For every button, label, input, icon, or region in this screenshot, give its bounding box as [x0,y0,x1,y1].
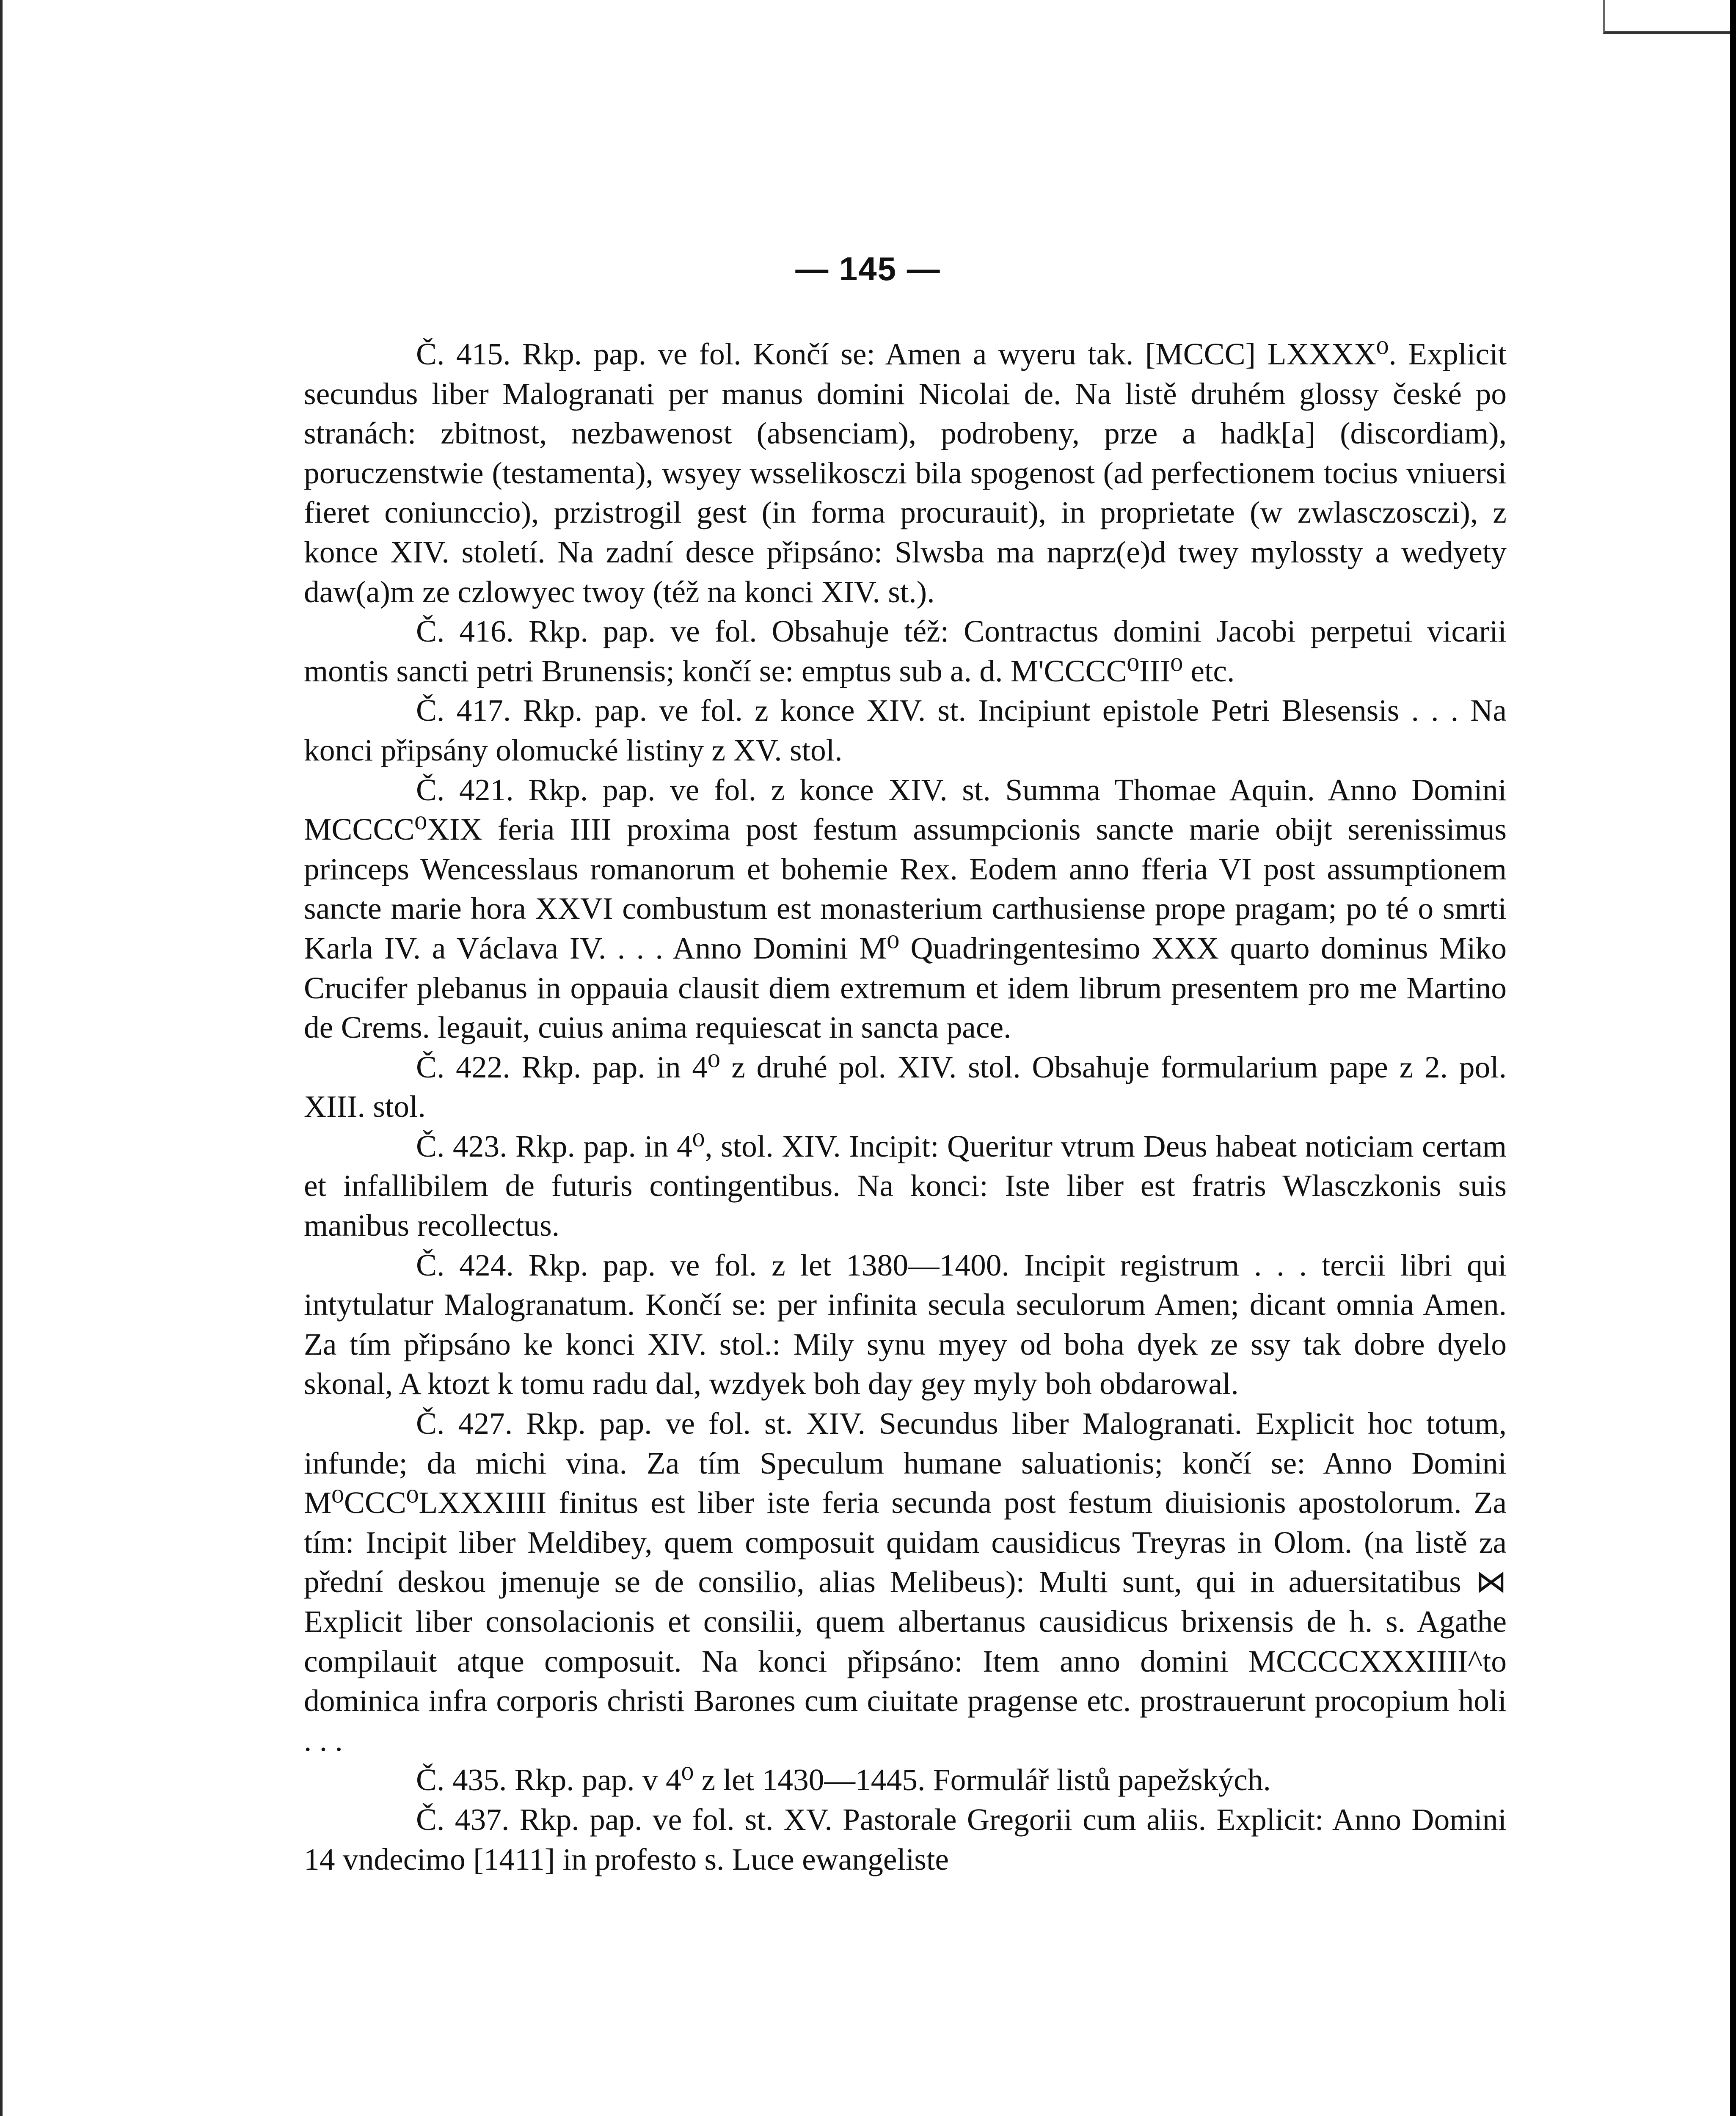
entry-435: Č. 435. Rkp. pap. v 4⁰ z let 1430—1445. Formulář listů papežských. [416,1763,1271,1797]
catalog-text [304,334,1507,1879]
entry-422: Č. 422. Rkp. pap. in 4⁰ z druhé pol. XIV. stol. Obsahuje formularium pape z 2. pol. XIII. stol. [304,1050,1507,1124]
entry-427: Č. 427. Rkp. pap. ve fol. st. XIV. Secundus liber Malogranati. Explicit hoc totum, infunde; da michi vina. Za tím Speculum humane saluationis; končí se: Anno Domini M⁰CCC⁰LXXXIIII finitus est liber iste feria secunda post festum diuisionis apostolorum. Za tím: Incipit liber Meldibey, quem composuit quidam causidicus Treyras in Olom. (na listě za přední deskou jmenuje se de consilio, alias Melibeus): Multi sunt, qui in aduersitatibus ⋈ Explicit liber consolacionis et consilii, quem albertanus causidicus brixensis de h. s. Agathe compilauit atque composuit. Na konci připsáno: Item anno domini MCCCCXXXIIII^to dominica infra corporis christi Barones cum ciuitate pragense etc. prostrauerunt procopium holi . . . [304,1406,1507,1758]
entry-417: Č. 417. Rkp. pap. ve fol. z konce XIV. st. Incipiunt epistole Petri Blesensis . . . Na konci připsány olomucké listiny z XV. stol. [304,693,1507,767]
entry-416: Č. 416. Rkp. pap. ve fol. Obsahuje též: Contractus domini Jacobi perpetui vicarii montis sancti petri Brunensis; končí se: emptus sub a. d. M'CCCC⁰III⁰ etc. [304,614,1507,688]
entry-437: Č. 437. Rkp. pap. ve fol. st. XV. Pastorale Gregorii cum aliis. Explicit: Anno Domini 14 vndecimo [1411] in profesto s. Luce ewangeliste [304,1802,1507,1876]
entry-415: Č. 415. Rkp. pap. ve fol. Končí se: Amen a wyeru tak. [MCCC] LXXXX⁰. Explicit secundus liber Malogranati per manus domini Nicolai de. Na listě druhém glossy české po stranách: zbitnost, nezbawenost (absenciam), podrobeny, prze a hadk[a] (discordiam), poruczenstwie (testamenta), wsyey wsselikosczi bila spogenost (ad perfectionem tocius vniuersi fieret coniunccio), przistrogil gest (in forma procurauit), in proprietate (w zwlasczosczi), z konce XIV. století. Na zadní desce připsáno: Slwsba ma naprz(e)d twey mylossty a wedyety daw(a)m ze czlowyec twoy (též na konci XIV. st.). [304,337,1507,609]
scan-left-edge [0,0,3,2116]
page-number: — 145 — [795,250,941,287]
entry-424: Č. 424. Rkp. pap. ve fol. z let 1380—1400. Incipit registrum . . . tercii libri qui intytulatur Malogranatum. Končí se: per infinita secula seculorum Amen; dicant omnia Amen. Za tím připsáno ke konci XIV. stol.: Mily synu myey od boha dyek ze ssy tak dobre dyelo skonal, A ktozt k tomu radu dal, wzdyek boh day gey myly boh obdarowal. [304,1248,1507,1401]
entry-421: Č. 421. Rkp. pap. ve fol. z konce XIV. st. Summa Thomae Aquin. Anno Domini MCCCC⁰XIX feria IIII proxima post festum assumpcionis sancte marie obijt serenissimus princeps Wencesslaus romanorum et bohemie Rex. Eodem anno fferia VI post assumptionem sancte marie hora XXVI combustum est monasterium carthusiense prope pragam; po té o smrti Karla IV. a Václava IV. . . . Anno Domini M⁰ Quadringentesimo XXX quarto dominus Miko Crucifer plebanus in oppauia clausit diem extremum et idem librum presentem pro me Martino de Crems. legauit, cuius anima requiescat in sancta pace. [304,772,1507,1045]
scan-corner-mark [1603,0,1730,34]
scan-right-edge [1730,0,1736,2116]
entry-423: Č. 423. Rkp. pap. in 4⁰, stol. XIV. Incipit: Queritur vtrum Deus habeat noticiam certam et infallibilem de futuris contingentibus. Na konci: Iste liber est fratris Wlasczkonis suis manibus recollectus. [304,1129,1507,1243]
